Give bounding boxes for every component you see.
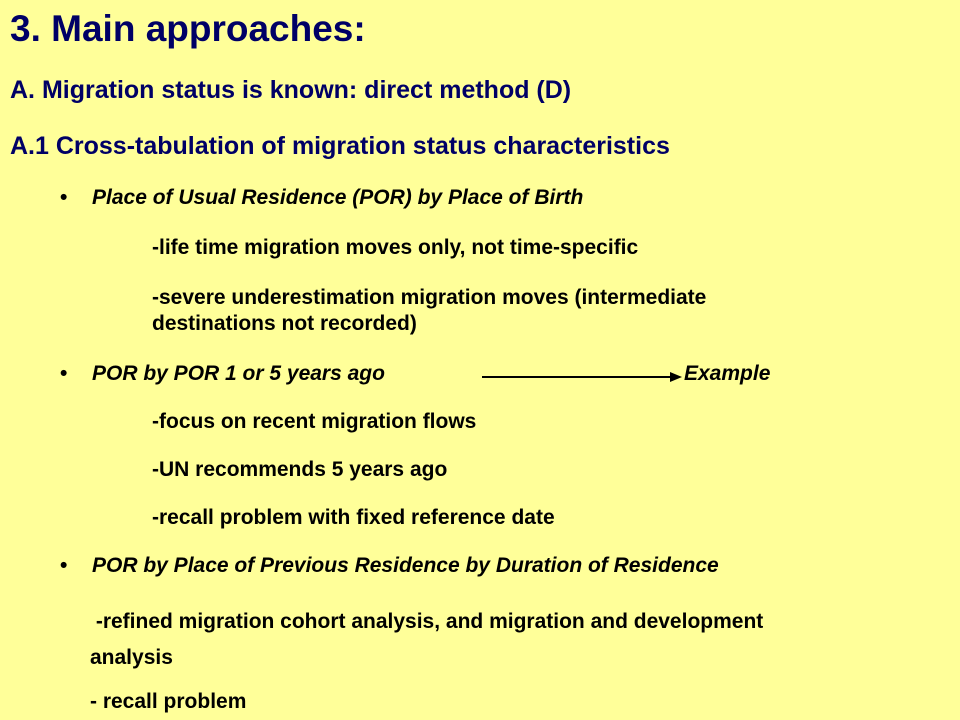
bullet-por-years-ago: POR by POR 1 or 5 years ago <box>92 362 385 385</box>
sub-item: -recall problem with fixed reference date <box>152 506 555 529</box>
bullet-icon: • <box>60 554 68 577</box>
sub-item: - recall problem <box>90 690 247 713</box>
sub-item: -focus on recent migration flows <box>152 410 477 433</box>
heading-a1: A.1 Cross-tabulation of migration status characteristics <box>10 132 670 160</box>
bullet-previous-residence: POR by Place of Previous Residence by Duration of Residence <box>92 554 719 577</box>
sub-item-continuation: destinations not recorded) <box>152 312 417 335</box>
sub-item-continuation: analysis <box>90 646 173 669</box>
sub-item: -life time migration moves only, not time-specific <box>152 236 639 259</box>
slide-title: 3. Main approaches: <box>10 8 366 49</box>
sub-item: -UN recommends 5 years ago <box>152 458 448 481</box>
heading-a: A. Migration status is known: direct method (D) <box>10 76 572 104</box>
bullet-place-of-birth: Place of Usual Residence (POR) by Place of Birth <box>92 186 584 209</box>
bullet-icon: • <box>60 186 68 209</box>
example-link[interactable]: Example <box>684 362 771 385</box>
sub-item: -severe underestimation migration moves (intermediate <box>152 286 707 309</box>
sub-item: -refined migration cohort analysis, and migration and development <box>90 610 764 633</box>
bullet-icon: • <box>60 362 68 385</box>
arrow-right-icon <box>482 370 682 384</box>
